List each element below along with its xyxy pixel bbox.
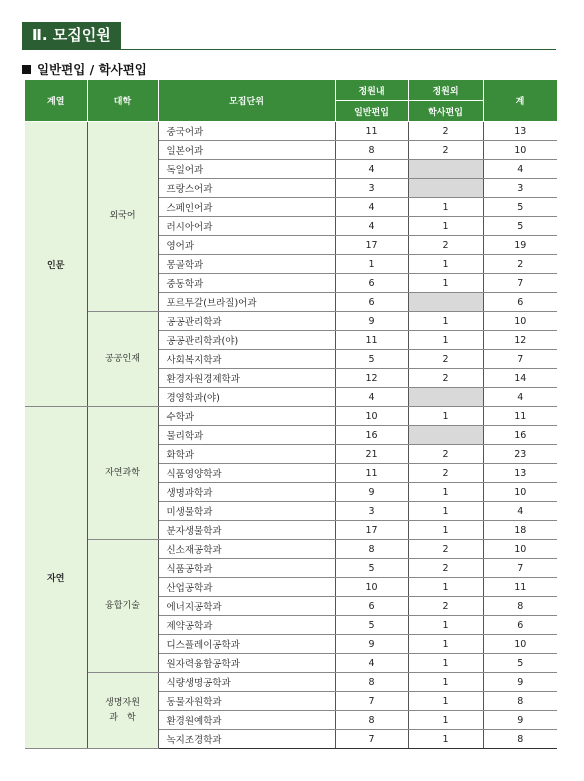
unit-cell: 물리학과 xyxy=(158,426,335,445)
total-count-cell: 10 xyxy=(483,312,557,331)
unit-cell: 생명과학과 xyxy=(158,483,335,502)
general-count-cell: 6 xyxy=(335,597,408,616)
bachelor-count-cell xyxy=(408,160,483,179)
total-count-cell: 9 xyxy=(483,673,557,692)
total-count-cell: 5 xyxy=(483,217,557,236)
general-count-cell: 4 xyxy=(335,654,408,673)
bachelor-count-cell: 2 xyxy=(408,141,483,160)
unit-cell: 포르투갈(브라질)어과 xyxy=(158,293,335,312)
unit-cell: 프랑스어과 xyxy=(158,179,335,198)
general-count-cell: 9 xyxy=(335,635,408,654)
bachelor-count-cell: 2 xyxy=(408,350,483,369)
general-count-cell: 4 xyxy=(335,388,408,407)
unit-cell: 에너지공학과 xyxy=(158,597,335,616)
unit-cell: 미생물학과 xyxy=(158,502,335,521)
general-count-cell: 11 xyxy=(335,464,408,483)
bachelor-count-cell xyxy=(408,388,483,407)
general-count-cell: 8 xyxy=(335,711,408,730)
header-general: 일반편입 xyxy=(335,101,408,122)
general-count-cell: 10 xyxy=(335,407,408,426)
bachelor-count-cell: 2 xyxy=(408,369,483,388)
general-count-cell: 10 xyxy=(335,578,408,597)
unit-cell: 경영학과(야) xyxy=(158,388,335,407)
total-count-cell: 13 xyxy=(483,464,557,483)
unit-cell: 환경자원경제학과 xyxy=(158,369,335,388)
general-count-cell: 5 xyxy=(335,616,408,635)
general-count-cell: 21 xyxy=(335,445,408,464)
unit-cell: 영어과 xyxy=(158,236,335,255)
header-college: 대학 xyxy=(87,80,158,122)
bachelor-count-cell: 1 xyxy=(408,673,483,692)
total-count-cell: 18 xyxy=(483,521,557,540)
unit-cell: 원자력융합공학과 xyxy=(158,654,335,673)
general-count-cell: 4 xyxy=(335,160,408,179)
bachelor-count-cell: 1 xyxy=(408,616,483,635)
total-count-cell: 9 xyxy=(483,711,557,730)
bachelor-count-cell xyxy=(408,179,483,198)
recruitment-table xyxy=(25,79,558,749)
total-count-cell: 10 xyxy=(483,635,557,654)
general-count-cell: 3 xyxy=(335,179,408,198)
general-count-cell: 12 xyxy=(335,369,408,388)
bachelor-count-cell: 1 xyxy=(408,730,483,749)
college-cell: 자연과학 xyxy=(87,407,158,540)
total-count-cell: 12 xyxy=(483,331,557,350)
total-count-cell: 10 xyxy=(483,540,557,559)
total-count-cell: 6 xyxy=(483,616,557,635)
general-count-cell: 4 xyxy=(335,198,408,217)
header-bachelor: 학사편입 xyxy=(408,101,483,122)
general-count-cell: 8 xyxy=(335,673,408,692)
bachelor-count-cell: 2 xyxy=(408,597,483,616)
bachelor-count-cell: 1 xyxy=(408,502,483,521)
general-count-cell: 16 xyxy=(335,426,408,445)
unit-cell: 중동학과 xyxy=(158,274,335,293)
bachelor-count-cell: 2 xyxy=(408,559,483,578)
subsection-heading xyxy=(22,60,147,78)
unit-cell: 사회복지학과 xyxy=(158,350,335,369)
unit-cell: 화학과 xyxy=(158,445,335,464)
unit-cell: 녹지조경학과 xyxy=(158,730,335,749)
unit-cell: 환경원예학과 xyxy=(158,711,335,730)
unit-cell: 식품공학과 xyxy=(158,559,335,578)
total-count-cell: 13 xyxy=(483,122,557,141)
header-field: 계열 xyxy=(25,80,87,122)
header-unit: 모집단위 xyxy=(158,80,335,122)
general-count-cell: 7 xyxy=(335,692,408,711)
general-count-cell: 6 xyxy=(335,274,408,293)
total-count-cell: 16 xyxy=(483,426,557,445)
college-cell: 융합기술 xyxy=(87,540,158,673)
bachelor-count-cell xyxy=(408,293,483,312)
unit-cell: 중국어과 xyxy=(158,122,335,141)
subsection-title: 일반편입 / 학사편입 xyxy=(37,62,147,77)
general-count-cell: 6 xyxy=(335,293,408,312)
unit-cell: 수학과 xyxy=(158,407,335,426)
total-count-cell: 14 xyxy=(483,369,557,388)
total-count-cell: 8 xyxy=(483,692,557,711)
total-count-cell: 7 xyxy=(483,559,557,578)
bachelor-count-cell: 1 xyxy=(408,407,483,426)
field-cell: 자연 xyxy=(25,407,87,749)
unit-cell: 식품영양학과 xyxy=(158,464,335,483)
total-count-cell: 10 xyxy=(483,483,557,502)
section-divider xyxy=(22,49,556,50)
general-count-cell: 5 xyxy=(335,559,408,578)
total-count-cell: 3 xyxy=(483,179,557,198)
bachelor-count-cell: 1 xyxy=(408,217,483,236)
section-title: Ⅱ. 모집인원 xyxy=(22,22,121,49)
table-row xyxy=(25,673,557,692)
total-count-cell: 5 xyxy=(483,654,557,673)
unit-cell: 신소재공학과 xyxy=(158,540,335,559)
general-count-cell: 4 xyxy=(335,217,408,236)
general-count-cell: 11 xyxy=(335,122,408,141)
unit-cell: 러시아어과 xyxy=(158,217,335,236)
header-outside: 정원외 xyxy=(408,80,483,101)
general-count-cell: 17 xyxy=(335,521,408,540)
general-count-cell: 9 xyxy=(335,312,408,331)
total-count-cell: 2 xyxy=(483,255,557,274)
total-count-cell: 5 xyxy=(483,198,557,217)
general-count-cell: 7 xyxy=(335,730,408,749)
college-cell: 공공인재 xyxy=(87,312,158,407)
bachelor-count-cell: 2 xyxy=(408,122,483,141)
unit-cell: 디스플레이공학과 xyxy=(158,635,335,654)
section-header xyxy=(22,22,556,50)
bachelor-count-cell: 2 xyxy=(408,540,483,559)
unit-cell: 일본어과 xyxy=(158,141,335,160)
total-count-cell: 4 xyxy=(483,160,557,179)
bachelor-count-cell: 2 xyxy=(408,236,483,255)
table-row xyxy=(25,122,557,141)
square-bullet-icon xyxy=(22,65,31,74)
header-inside: 정원내 xyxy=(335,80,408,101)
bachelor-count-cell: 1 xyxy=(408,521,483,540)
general-count-cell: 11 xyxy=(335,331,408,350)
table-row xyxy=(25,312,557,331)
college-cell: 생명자원 과 학 xyxy=(87,673,158,749)
bachelor-count-cell: 1 xyxy=(408,711,483,730)
general-count-cell: 1 xyxy=(335,255,408,274)
total-count-cell: 7 xyxy=(483,274,557,293)
bachelor-count-cell: 1 xyxy=(408,654,483,673)
general-count-cell: 17 xyxy=(335,236,408,255)
bachelor-count-cell xyxy=(408,426,483,445)
total-count-cell: 11 xyxy=(483,578,557,597)
general-count-cell: 9 xyxy=(335,483,408,502)
bachelor-count-cell: 1 xyxy=(408,331,483,350)
unit-cell: 독일어과 xyxy=(158,160,335,179)
unit-cell: 제약공학과 xyxy=(158,616,335,635)
bachelor-count-cell: 1 xyxy=(408,578,483,597)
total-count-cell: 19 xyxy=(483,236,557,255)
total-count-cell: 6 xyxy=(483,293,557,312)
total-count-cell: 10 xyxy=(483,141,557,160)
unit-cell: 공공관리학과 xyxy=(158,312,335,331)
header-total: 계 xyxy=(483,80,557,122)
bachelor-count-cell: 1 xyxy=(408,635,483,654)
general-count-cell: 8 xyxy=(335,141,408,160)
unit-cell: 동물자원학과 xyxy=(158,692,335,711)
total-count-cell: 8 xyxy=(483,597,557,616)
table-row xyxy=(25,540,557,559)
total-count-cell: 4 xyxy=(483,502,557,521)
unit-cell: 공공관리학과(야) xyxy=(158,331,335,350)
general-count-cell: 3 xyxy=(335,502,408,521)
college-cell: 외국어 xyxy=(87,122,158,312)
total-count-cell: 11 xyxy=(483,407,557,426)
bachelor-count-cell: 1 xyxy=(408,483,483,502)
total-count-cell: 7 xyxy=(483,350,557,369)
unit-cell: 분자생물학과 xyxy=(158,521,335,540)
bachelor-count-cell: 2 xyxy=(408,445,483,464)
table-body xyxy=(25,122,557,749)
unit-cell: 몽골학과 xyxy=(158,255,335,274)
total-count-cell: 8 xyxy=(483,730,557,749)
bachelor-count-cell: 1 xyxy=(408,692,483,711)
bachelor-count-cell: 2 xyxy=(408,464,483,483)
unit-cell: 식량생명공학과 xyxy=(158,673,335,692)
total-count-cell: 4 xyxy=(483,388,557,407)
general-count-cell: 5 xyxy=(335,350,408,369)
unit-cell: 산업공학과 xyxy=(158,578,335,597)
field-cell: 인문 xyxy=(25,122,87,407)
bachelor-count-cell: 1 xyxy=(408,312,483,331)
table-row xyxy=(25,407,557,426)
general-count-cell: 8 xyxy=(335,540,408,559)
bachelor-count-cell: 1 xyxy=(408,198,483,217)
bachelor-count-cell: 1 xyxy=(408,274,483,293)
unit-cell: 스페인어과 xyxy=(158,198,335,217)
total-count-cell: 23 xyxy=(483,445,557,464)
bachelor-count-cell: 1 xyxy=(408,255,483,274)
